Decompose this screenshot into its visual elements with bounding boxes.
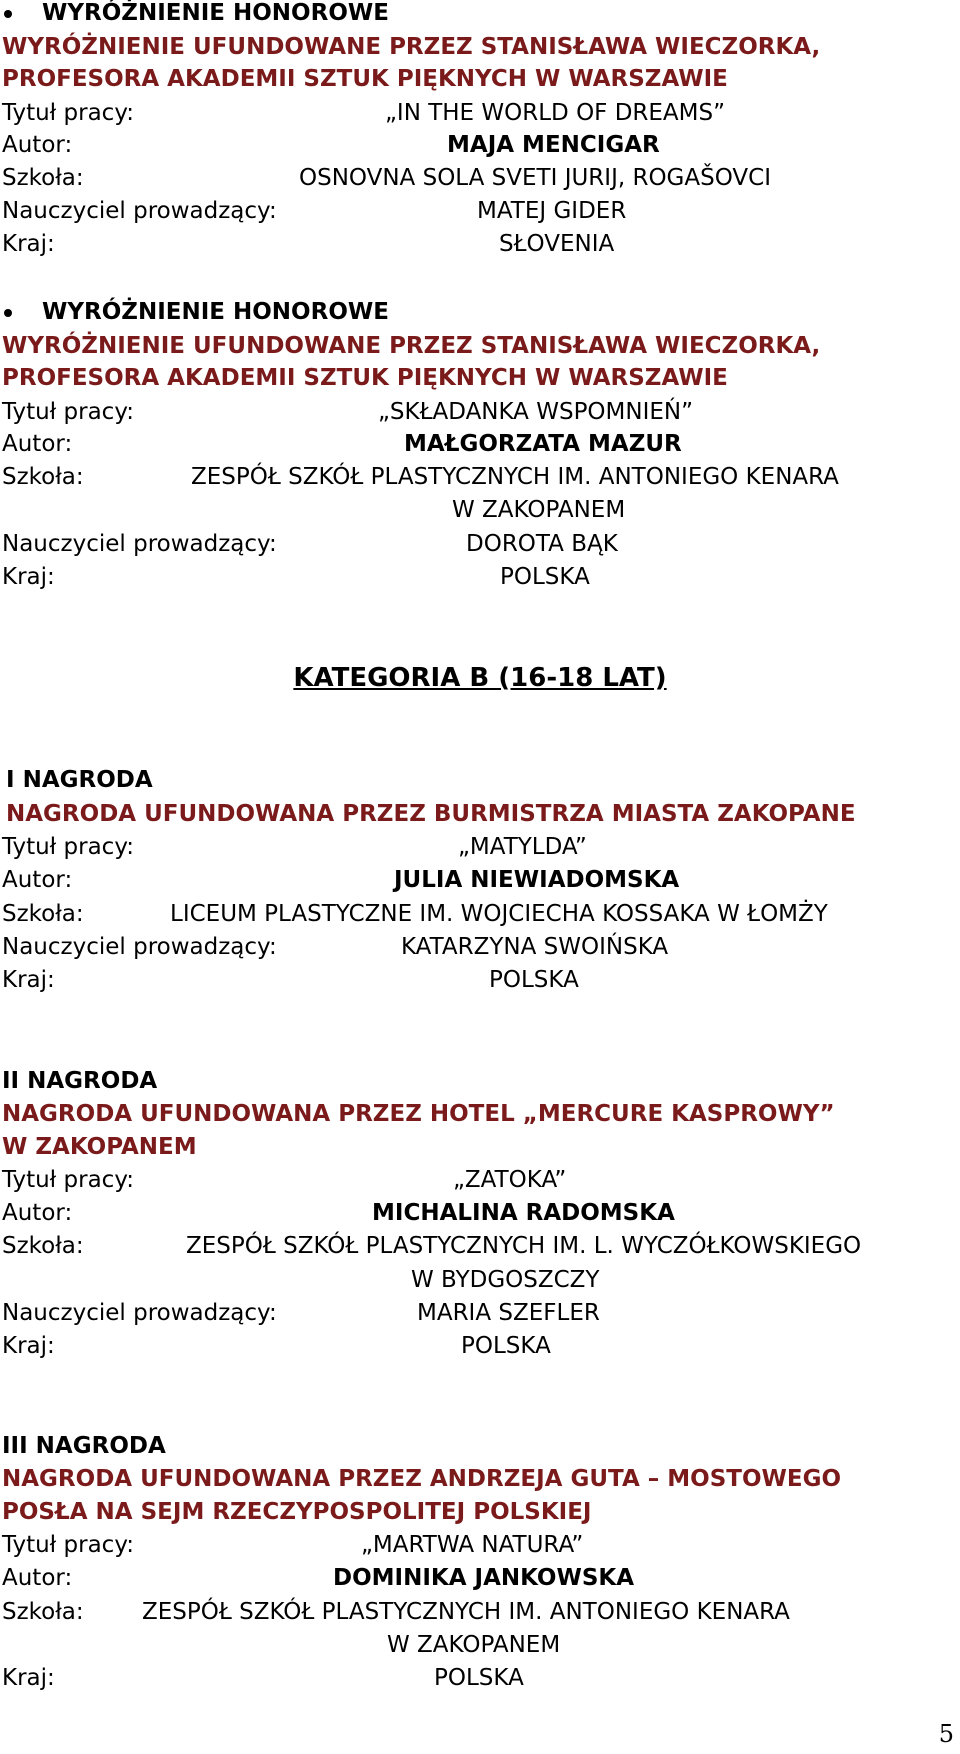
- entry2-sponsor: PROFESORA AKADEMII SZTUK PIĘKNYCH W WARSZAWIE: [2, 365, 728, 391]
- prize1-sponsor: NAGRODA UFUNDOWANA PRZEZ BURMISTRZA MIASTA ZAKOPANE: [6, 801, 856, 827]
- label-author: Autor:: [2, 431, 73, 457]
- prize3-school: ZESPÓŁ SZKÓŁ PLASTYCZNYCH IM. ANTONIEGO KENARA: [142, 1599, 790, 1625]
- prize2-author: MICHALINA RADOMSKA: [372, 1200, 675, 1226]
- label-school: Szkoła:: [2, 165, 84, 191]
- entry2-sponsor: WYRÓŻNIENIE UFUNDOWANE PRZEZ STANISŁAWA WIECZORKA,: [2, 333, 821, 359]
- prize3-author: DOMINIKA JANKOWSKA: [333, 1565, 635, 1591]
- prize2-country: POLSKA: [461, 1333, 551, 1359]
- label-title: Tytuł pracy:: [2, 100, 135, 126]
- label-country: Kraj:: [2, 967, 55, 993]
- prize1-teacher: KATARZYNA SWOIŃSKA: [401, 934, 669, 960]
- prize3-heading: III NAGRODA: [2, 1433, 166, 1459]
- entry2-school: ZESPÓŁ SZKÓŁ PLASTYCZNYCH IM. ANTONIEGO KENARA: [191, 464, 839, 490]
- label-school: Szkoła:: [2, 1599, 84, 1625]
- entry2-heading: WYRÓŻNIENIE HONOROWE: [42, 299, 389, 325]
- label-country: Kraj:: [2, 231, 55, 257]
- prize2-heading: II NAGRODA: [2, 1068, 158, 1094]
- prize3-sponsor: NAGRODA UFUNDOWANA PRZEZ ANDRZEJA GUTA – MOSTOWEGO: [2, 1466, 842, 1492]
- entry1-sponsor: PROFESORA AKADEMII SZTUK PIĘKNYCH W WARSZAWIE: [2, 66, 728, 92]
- entry2-school: W ZAKOPANEM: [452, 497, 626, 523]
- prize2-teacher: MARIA SZEFLER: [417, 1300, 600, 1326]
- label-author: Autor:: [2, 132, 73, 158]
- prize1-heading: I NAGRODA: [6, 767, 153, 793]
- label-teacher: Nauczyciel prowadzący:: [2, 531, 277, 557]
- label-teacher: Nauczyciel prowadzący:: [2, 934, 277, 960]
- prize1-country: POLSKA: [489, 967, 579, 993]
- page-number: 5: [938, 1720, 954, 1748]
- label-school: Szkoła:: [2, 464, 84, 490]
- bullet: [4, 10, 12, 18]
- entry1-title: „IN THE WORLD OF DREAMS”: [385, 100, 726, 126]
- category-heading: KATEGORIA B (16-18 LAT): [293, 663, 667, 693]
- prize2-school: ZESPÓŁ SZKÓŁ PLASTYCZNYCH IM. L. WYCZÓŁKOWSKIEGO: [186, 1233, 862, 1259]
- prize2-title: „ZATOKA”: [453, 1167, 567, 1193]
- entry1-author: MAJA MENCIGAR: [447, 132, 660, 158]
- prize3-title: „MARTWA NATURA”: [361, 1532, 584, 1558]
- prize1-author: JULIA NIEWIADOMSKA: [394, 867, 680, 893]
- label-teacher: Nauczyciel prowadzący:: [2, 198, 277, 224]
- label-school: Szkoła:: [2, 901, 84, 927]
- label-title: Tytuł pracy:: [2, 1167, 135, 1193]
- entry2-author: MAŁGORZATA MAZUR: [404, 431, 682, 457]
- entry1-country: SŁOVENIA: [499, 231, 615, 257]
- prize2-sponsor: W ZAKOPANEM: [2, 1134, 197, 1160]
- prize2-school: W BYDGOSZCZY: [411, 1267, 600, 1293]
- label-title: Tytuł pracy:: [2, 834, 135, 860]
- prize1-title: „MATYLDA”: [458, 834, 587, 860]
- label-title: Tytuł pracy:: [2, 399, 135, 425]
- label-teacher: Nauczyciel prowadzący:: [2, 1300, 277, 1326]
- label-author: Autor:: [2, 1200, 73, 1226]
- entry1-school: OSNOVNA SOLA SVETI JURIJ, ROGAŠOVCI: [299, 165, 771, 191]
- label-title: Tytuł pracy:: [2, 1532, 135, 1558]
- label-school: Szkoła:: [2, 1233, 84, 1259]
- entry1-heading: WYRÓŻNIENIE HONOROWE: [42, 0, 389, 26]
- prize1-school: LICEUM PLASTYCZNE IM. WOJCIECHA KOSSAKA W ŁOMŻY: [170, 901, 828, 927]
- entry2-country: POLSKA: [500, 564, 590, 590]
- entry2-teacher: DOROTA BĄK: [466, 531, 618, 557]
- label-country: Kraj:: [2, 1665, 55, 1691]
- label-author: Autor:: [2, 867, 73, 893]
- prize3-school: W ZAKOPANEM: [387, 1632, 561, 1658]
- label-country: Kraj:: [2, 1333, 55, 1359]
- label-country: Kraj:: [2, 564, 55, 590]
- bullet: [4, 309, 12, 317]
- entry1-teacher: MATEJ GIDER: [477, 198, 627, 224]
- entry1-sponsor: WYRÓŻNIENIE UFUNDOWANE PRZEZ STANISŁAWA WIECZORKA,: [2, 34, 821, 60]
- label-author: Autor:: [2, 1565, 73, 1591]
- entry2-title: „SKŁADANKA WSPOMNIEŃ”: [378, 399, 694, 425]
- prize3-sponsor: POSŁA NA SEJM RZECZYPOSPOLITEJ POLSKIEJ: [2, 1499, 592, 1525]
- prize2-sponsor: NAGRODA UFUNDOWANA PRZEZ HOTEL „MERCURE KASPROWY”: [2, 1101, 835, 1127]
- prize3-country: POLSKA: [434, 1665, 524, 1691]
